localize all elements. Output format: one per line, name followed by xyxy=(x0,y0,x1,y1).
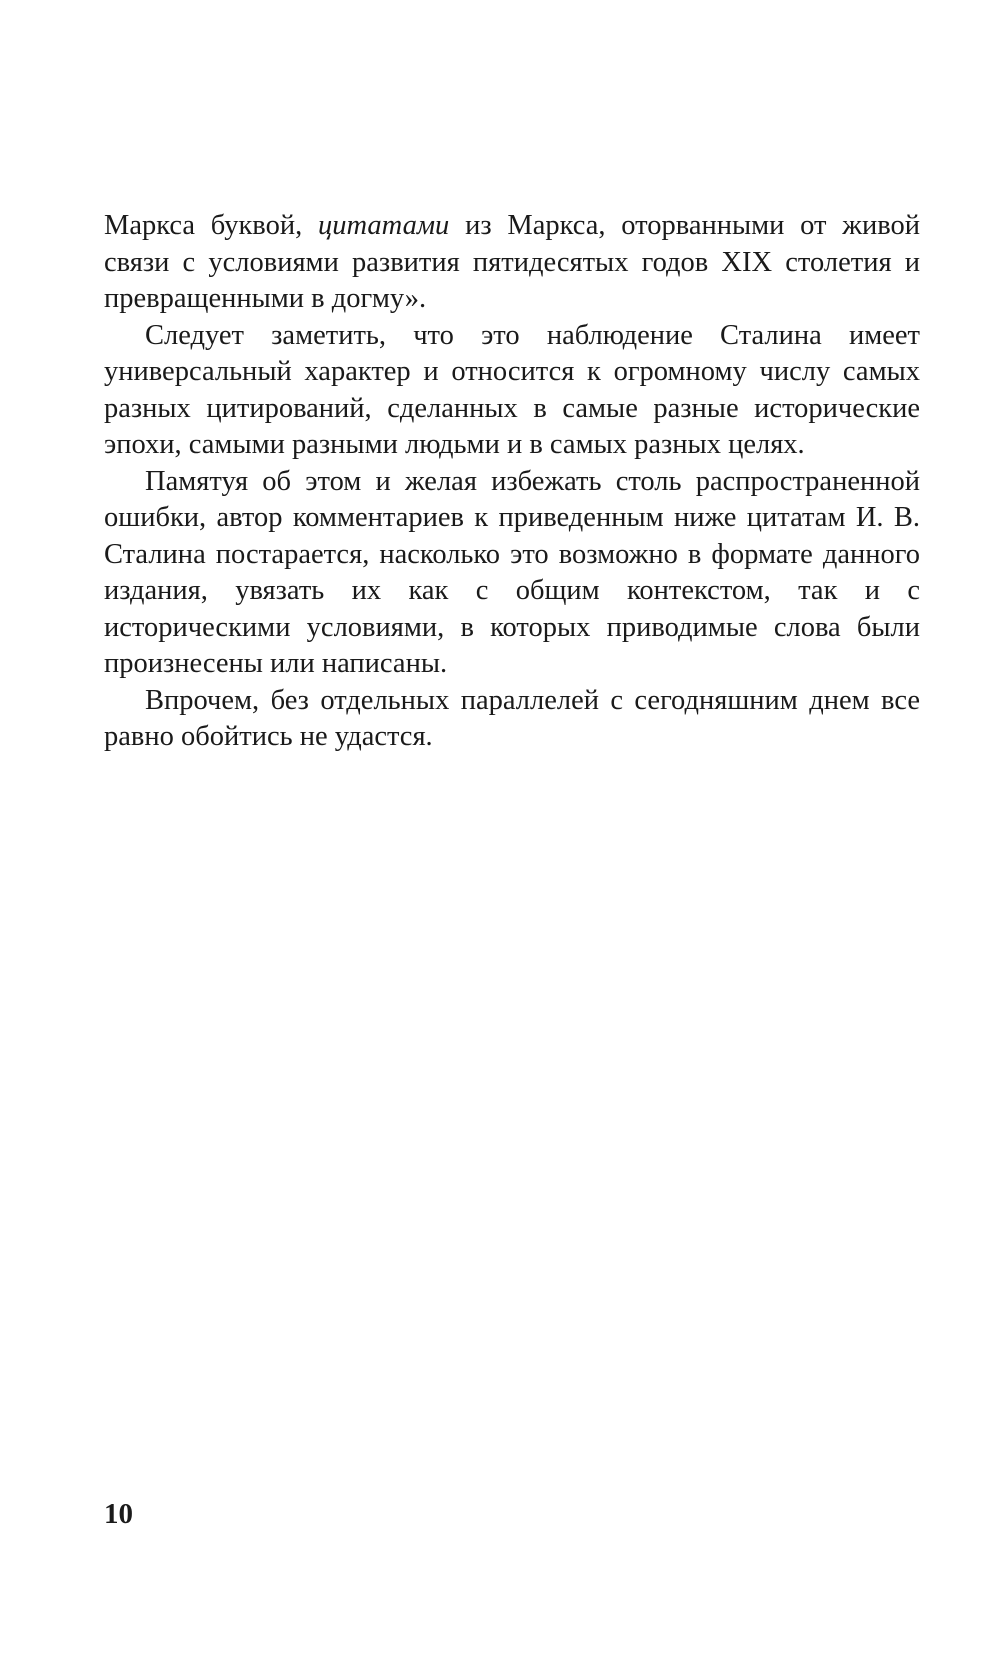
body-text xyxy=(104,208,920,756)
paragraph-1-emphasis: цитатами xyxy=(317,210,450,241)
paragraph-4: Впрочем, без отдельных параллелей с сегодняшним днем все равно обойтись не удастся. xyxy=(104,684,920,752)
page-number: 10 xyxy=(104,1498,133,1530)
paragraph-2: Следует заметить, что это наблюдение Сталина имеет универсальный характер и относится к огромному числу самых разных цитирований, сделанных в самые разные исторические эпохи, самыми разными людьми и в самых разных целях. xyxy=(104,319,920,460)
paragraph-1-start: Маркса буквой, xyxy=(104,210,318,241)
paragraph-1-end: из Маркса, оторванными от живой связи с условиями развития пятидесятых годов XIX столетия и превращенными в догму». xyxy=(104,210,920,314)
paragraph-3: Памятуя об этом и желая избежать столь распространенной ошибки, автор комментариев к приведенным ниже цитатам И. В. Сталина постарается, насколько это возможно в формате данного издания, увязать их как с общим контекстом, так и с историческими условиями, в которых приводимые слова были произнесены или написаны. xyxy=(104,465,920,679)
paragraph-1 xyxy=(104,208,920,318)
